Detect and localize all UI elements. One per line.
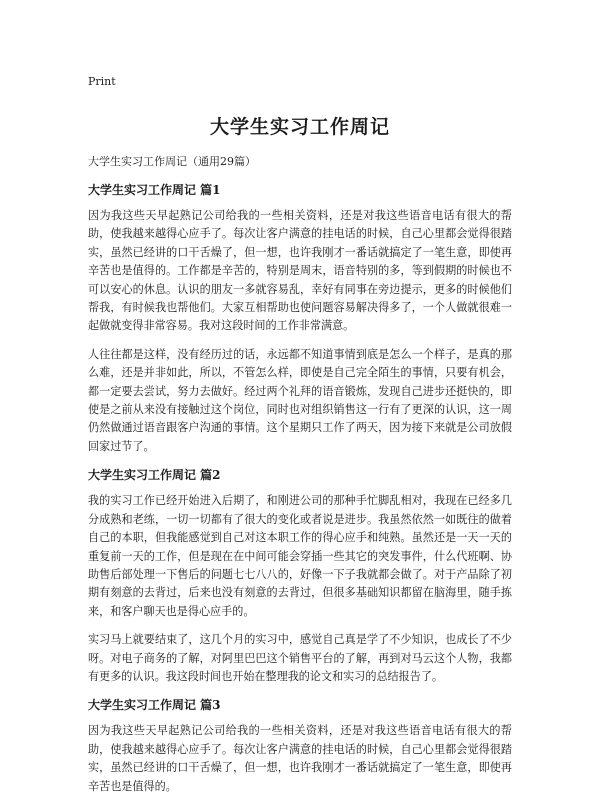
section-heading: 大学生实习工作周记 篇2 [88,468,221,483]
paragraph: 我的实习工作已经开始进入后期了，和刚进公司的那种手忙脚乱相对，我现在已经多几分成熟和老练，一切一切都有了很大的变化或者说是进步。我虽然依然一如既往的做着自己的本职，但我能感觉到自己对这本职工作的得心应手和纯熟。虽然还是一天一天的重复前一天的工作，但是现在在中间可能会穿插一些其它的突发事件，什么代班啊、协助售后部处理一下售后的问题七七八八的，好像一下子我就都会做了。对于产品除了初期有刻意的去背过，后来也没有刻意的去背过，但很多基础知识都留在脑海里，随手拣来，和客户聊天也是得心应手的。 [88,494,512,618]
paragraph: 实习马上就要结束了，这几个月的实习中，感觉自己真是学了不少知识，也成长了不少呀。对电子商务的了解，对阿里巴巴这个销售平台的了解，再到对马云这个人物，我都有更多的认识。我这段时间也开始在整理我的论文和实习的总结报告了。 [88,633,512,683]
document-subtitle: 大学生实习工作周记（通用29篇） [88,155,256,168]
paragraph: 因为我这些天早起熟记公司给我的一些相关资料，还是对我这些语音电话有很大的帮助，使我越来越得心应手了。每次让客户满意的挂电话的时候，自己心里都会觉得很踏实，虽然已经讲的口干舌燥了，但一想，也许我刚才一番话就搞定了一笔生意，即使再辛苦也是值得的。工作都是辛苦的，特别是周末，语音特别的多，等到假期的时候也不可以安心的休息。认识的朋友一多就容易乱，幸好有同事在旁边提示，更多的时候他们帮我，有时候我也帮他们。大家互相帮助也使问题容易解决得多了，一个人做就很难一起做就变得非常容易。我对这段时间的工作非常满意。 [88,209,512,333]
section-heading: 大学生实习工作周记 篇1 [88,183,221,197]
page-title: 大学生实习工作周记 [209,116,390,138]
section-heading: 大学生实习工作周记 篇3 [88,698,221,713]
section-2 [88,466,512,686]
paragraph: 因为我这些天早起熟记公司给我的一些相关资料，还是对我这些语音电话有很大的帮助，使我越来越得心应手了。每次让客户满意的挂电话的时候，自己心里都会觉得很踏实，虽然已经讲的口干舌燥了，但一想，也许我刚才一番话就搞定了一笔生意，即使再辛苦也是值得的。 [88,724,512,793]
paragraph: 人往往都是这样，没有经历过的话，永远都不知道事情到底是怎么一个样子，是真的那么难，还是并非如此，所以，不管怎么样，即使是自己完全陌生的事情，只要有机会，都一定要去尝试，努力去做好。经过两个礼拜的语音锻炼，发现自己进步还挺快的，即使是之前从来没有接触过这个岗位，同时也对组织销售这一行有了更深的认识，这一周仍然做通过语音跟客户沟通的事情。这个星期只工作了两天，因为接下来就是公司放假回家过节了。 [88,347,512,453]
print-link[interactable]: Print [88,75,116,88]
section-3 [88,696,512,796]
section-1 [88,181,512,456]
